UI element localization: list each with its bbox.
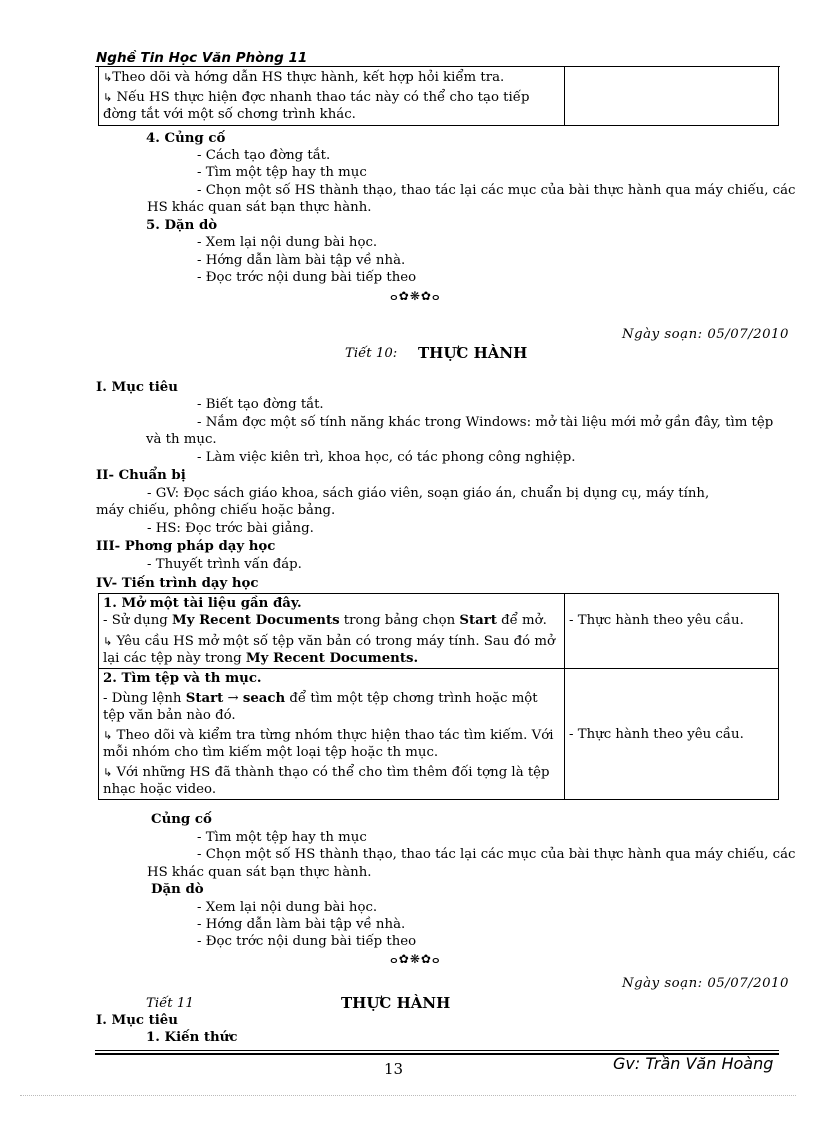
section-heading: I. Mục tiêu	[96, 380, 178, 395]
section-heading: III- Phơng pháp dạy học	[96, 539, 276, 554]
teacher-activity-cell	[99, 669, 565, 800]
lesson-title: THỰC HÀNH	[341, 994, 451, 1012]
section-heading: 5. Dặn dò	[146, 218, 218, 233]
list-item: - GV: Đọc sách giáo khoa, sách giáo viên, soạn giáo án, chuẩn bị dụng cụ, máy tính,	[147, 486, 710, 501]
student-activity-cell: - Thực hành theo yêu cầu.	[565, 669, 779, 800]
teacher-activity-cell	[99, 67, 565, 126]
list-item-cont: máy chiếu, phông chiếu hoặc bảng.	[96, 503, 336, 518]
list-item: - Thuyết trình vấn đáp.	[147, 557, 302, 572]
page-edge	[20, 1095, 796, 1096]
arrow-icon: ↳	[103, 766, 113, 779]
list-item: - HS: Đọc trớc bài giảng.	[147, 521, 314, 536]
lesson-date: Ngày soạn: 05/07/2010	[622, 976, 789, 991]
list-item: - Làm việc kiên trì, khoa học, có tác phong công nghiệp.	[197, 450, 576, 465]
table-text: Nếu HS thực hiện đợc nhanh thao tác này có thể cho tạo tiếp	[112, 90, 530, 105]
table-text: Với những HS đã thành thạo có thể cho tìm thêm đối tợng là tệp	[112, 765, 550, 780]
list-item: - Chọn một số HS thành thạo, thao tác lại các mục của bài thực hành qua máy chiếu, các	[197, 183, 796, 198]
list-item: - Tìm một tệp hay th mục	[197, 830, 367, 845]
lesson-number: Tiết 10:	[345, 346, 398, 361]
table-text: - Sử dụng	[103, 613, 172, 628]
section-heading: IV- Tiến trình dạy học	[96, 576, 259, 591]
activity-table-2	[98, 593, 779, 800]
section-heading: II- Chuẩn bị	[96, 468, 186, 483]
list-item: - Chọn một số HS thành thạo, thao tác lại các mục của bài thực hành qua máy chiếu, các	[197, 847, 796, 862]
footer-rule	[95, 1050, 779, 1051]
student-activity-cell: - Thực hành theo yêu cầu.	[565, 594, 779, 669]
list-item: - Tìm một tệp hay th mục	[197, 165, 367, 180]
table-text: Yêu cầu HS mở một số tệp văn bản có trong máy tính. Sau đó mở	[112, 634, 555, 649]
section-heading: Dặn dò	[151, 882, 204, 897]
table-row	[99, 67, 779, 126]
table-text: tệp văn bản nào đó.	[103, 708, 236, 723]
list-item: - Hớng dẫn làm bài tập về nhà.	[197, 917, 406, 932]
section-heading: Củng cố	[151, 812, 212, 827]
section-heading: 4. Củng cố	[146, 131, 226, 146]
table-text: để mở.	[496, 613, 547, 628]
table-row	[99, 669, 779, 800]
activity-heading: 1. Mở một tài liệu gần đây.	[103, 596, 302, 611]
lesson-date: Ngày soạn: 05/07/2010	[622, 327, 789, 342]
teacher-activity-cell	[99, 594, 565, 669]
list-item: - Biết tạo đờng tắt.	[197, 397, 324, 412]
list-item: - Xem lại nội dung bài học.	[197, 900, 378, 915]
table-text-bold: My Recent Documents	[172, 613, 340, 628]
arrow-icon: ↳	[103, 91, 113, 104]
table-text-bold: seach	[242, 691, 286, 706]
table-text: lại các tệp này trong	[103, 651, 246, 666]
list-item: - Hớng dẫn làm bài tập về nhà.	[197, 253, 406, 268]
ornament-divider-icon: ⴰ✿❋✿ⴰ	[390, 289, 441, 303]
activity-heading: 2. Tìm tệp và th mục.	[103, 671, 262, 686]
table-text: để tìm một tệp chơng trình hoặc một	[285, 691, 538, 706]
table-text: - Dùng lệnh	[103, 691, 186, 706]
footer-author: Gv: Trần Văn Hoàng	[613, 1054, 774, 1073]
table-text: mỗi nhóm cho tìm kiếm một loại tệp hoặc th mục.	[103, 745, 439, 760]
lesson-number: Tiết 11	[146, 996, 194, 1011]
table-text: Theo dõi và hớng dẫn HS thực hành, kết hợp hỏi kiểm tra.	[112, 70, 505, 85]
list-item: - Đọc trớc nội dung bài tiếp theo	[197, 270, 417, 285]
list-item: - Cách tạo đờng tắt.	[197, 148, 331, 163]
header-title: Nghề Tin Học Văn Phòng 11	[96, 50, 308, 66]
table-text: Theo dõi và kiểm tra từng nhóm thực hiện thao tác tìm kiếm. Với	[112, 728, 554, 743]
table-row	[99, 594, 779, 669]
list-item: - Nắm đợc một số tính năng khác trong Windows: mở tài liệu mới mở gần đây, tìm tệp	[197, 415, 774, 430]
section-heading: I. Mục tiêu	[96, 1013, 178, 1028]
table-text: đờng tắt với một số chơng trình khác.	[103, 107, 356, 122]
table-text-bold: Start	[459, 613, 497, 628]
table-text-bold: Start	[185, 691, 224, 706]
list-item-cont: và th mục.	[146, 432, 217, 447]
table-text: trong bảng chọn	[339, 613, 460, 628]
table-text: nhạc hoặc video.	[103, 782, 217, 797]
list-item-cont: HS khác quan sát bạn thực hành.	[147, 200, 372, 215]
list-item: - Đọc trớc nội dung bài tiếp theo	[197, 934, 417, 949]
section-heading: 1. Kiến thức	[146, 1030, 238, 1045]
list-item: - Xem lại nội dung bài học.	[197, 235, 378, 250]
activity-table-1	[98, 66, 779, 126]
arrow-icon: ↳	[103, 635, 113, 648]
student-activity-cell	[565, 67, 779, 126]
lesson-title: THỰC HÀNH	[418, 344, 528, 362]
page-number: 13	[384, 1060, 404, 1078]
right-arrow-icon: →	[223, 691, 243, 706]
list-item-cont: HS khác quan sát bạn thực hành.	[147, 865, 372, 880]
table-text-bold: My Recent Documents.	[245, 651, 419, 666]
ornament-divider-icon: ⴰ✿❋✿ⴰ	[390, 952, 441, 966]
arrow-icon: ↳	[103, 71, 113, 84]
arrow-icon: ↳	[103, 729, 113, 742]
